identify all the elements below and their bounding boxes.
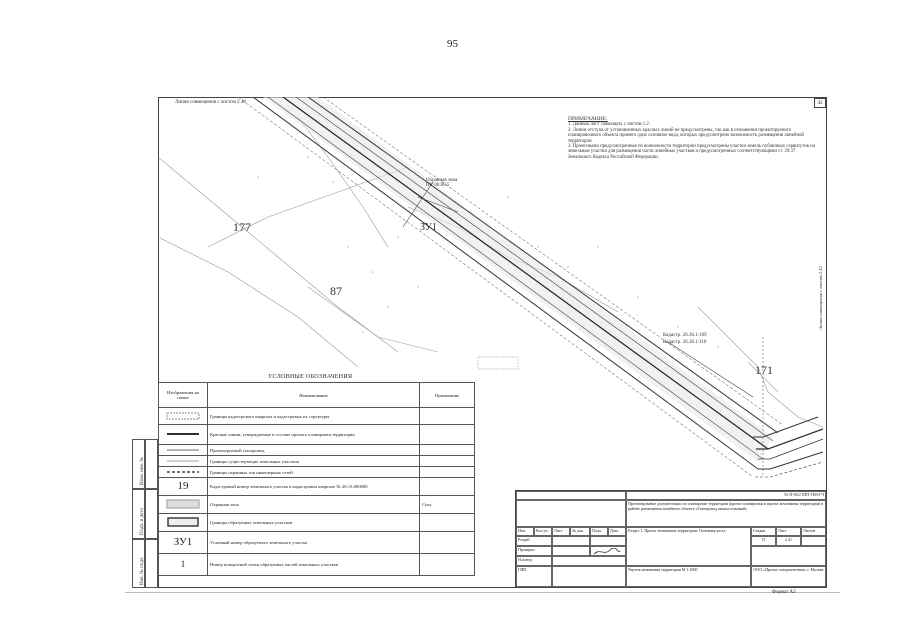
stamp-stage: П bbox=[751, 536, 776, 546]
small-parcel bbox=[478, 357, 518, 369]
side-col bbox=[145, 539, 158, 588]
legend-symbol-red-lines bbox=[159, 425, 208, 445]
right-edge-caption: Линия совмещения с листом 2.42 bbox=[818, 266, 823, 330]
stamp-person: ГИП bbox=[516, 566, 552, 587]
stamp-role: Лист bbox=[552, 527, 570, 536]
legend-row-name: Проектируемый газопровод bbox=[208, 445, 420, 456]
stamp-stage-label: Стадия bbox=[751, 527, 776, 536]
corner-sheet-number: 43 bbox=[814, 98, 826, 108]
legend-symbol-pipeline bbox=[159, 445, 208, 456]
side-col bbox=[145, 439, 158, 489]
stamp-cell bbox=[552, 566, 626, 587]
legend-table bbox=[158, 382, 475, 576]
top-left-caption: Линия совмещения с листом 2.38 bbox=[175, 100, 246, 105]
title-block bbox=[515, 490, 827, 588]
notes-block bbox=[568, 117, 818, 160]
stamp-cell bbox=[516, 491, 626, 500]
stamp-cell bbox=[552, 536, 590, 546]
legend-header-symbol: Изображения на плане bbox=[159, 383, 208, 408]
stamp-role: Дата bbox=[608, 527, 626, 536]
stamp-cell bbox=[590, 536, 626, 546]
legend-row-note bbox=[420, 425, 475, 445]
legend-row-name: Охранная зона bbox=[208, 496, 420, 514]
legend-row-name: Границы существующих земельных участков bbox=[208, 456, 420, 467]
legend-row-note bbox=[420, 532, 475, 554]
legend-symbol-quarter-border bbox=[159, 408, 208, 425]
stamp-cell bbox=[516, 500, 626, 527]
side-label-replace: Взам. инв. № bbox=[140, 456, 145, 485]
stamp-person: Разраб. bbox=[516, 536, 552, 546]
legend-row-name: Кадастровый номер земельного участка в кадастровом квартале № 26:13:000000 bbox=[208, 478, 420, 496]
zu1-map-label: ЗУ1 bbox=[420, 222, 437, 233]
legend-row-name: Границы кадастрового квартала и кадастровых их структуры bbox=[208, 408, 420, 425]
legend-symbol-protection-zone bbox=[159, 496, 208, 514]
legend-row-note bbox=[420, 478, 475, 496]
signature-mark bbox=[590, 546, 626, 556]
legend-symbol-protection-border bbox=[159, 467, 208, 478]
stamp-cell bbox=[552, 546, 590, 556]
stamp-cell bbox=[751, 546, 826, 566]
parcel-label-87: 87 bbox=[330, 284, 342, 298]
stamp-organization: ООО «Проект совершенствия» г. Москва bbox=[751, 566, 826, 587]
stamp-cell bbox=[801, 536, 826, 546]
stamp-sheet-number: 2.41 bbox=[776, 536, 801, 546]
legend-row-name: Номер поворотной точки образуемых частей земельных участков bbox=[208, 554, 420, 576]
legend-row-note bbox=[420, 467, 475, 478]
stamp-person: Проверил bbox=[516, 546, 552, 556]
legend-row-note bbox=[420, 554, 475, 576]
legend-symbol-zu1: ЗУ1 bbox=[159, 532, 208, 554]
left-side-stamp bbox=[132, 439, 158, 588]
callout-cadastral-2: Кадастр. 26.36.1:110 bbox=[663, 340, 707, 345]
note-item: 3. Проектными предусмотренные по возможности территории предусмотрены участки земель публичных сервитутов на земельные участки для размещения части линейных участков и предусмотренных соответствующими ст. 39.37 Земельного Кодекса Российской Федерации. bbox=[568, 144, 815, 160]
callout-protection-zone: Охранная зона ПУ 00.00.5 bbox=[426, 178, 458, 188]
stamp-doc-code: 95 П-00/2 ППТ-ПМ-ГЧ bbox=[626, 491, 826, 500]
note-item: 2. Линии отступа от установленных красных линий не предусмотрены, так как в отношении проектируемого планировочного объекта принято одно основное вида, которых предусмотрено возможность размещения линейной территории. bbox=[568, 127, 804, 144]
legend bbox=[158, 374, 475, 588]
parcel-label-171: 171 bbox=[755, 363, 773, 377]
format-label: Формат А3 bbox=[772, 590, 796, 595]
stamp-sheets-label: Листов bbox=[801, 527, 826, 536]
legend-row-name: Границы охранных зон инженерных сетей bbox=[208, 467, 420, 478]
legend-row-note bbox=[420, 445, 475, 456]
legend-header-note: Примечание bbox=[420, 383, 475, 408]
legend-row-note bbox=[420, 456, 475, 467]
stamp-description: Проектирование документации по планировке территории (проект планировки и проект межевания территории) в районе размещения линейного объекта «Газопровод межпоселковый» bbox=[626, 500, 826, 527]
legend-row-name: Красные линии, утверждаемые в составе проекта планировки территории bbox=[208, 425, 420, 445]
legend-header-name: Наименование bbox=[208, 383, 420, 408]
notes-title: ПРИМЕЧАНИЕ: bbox=[568, 116, 608, 122]
callout-cadastral-1: Кадастр. 26.36.1:109 bbox=[663, 333, 707, 338]
stamp-drawing-title: Чертеж межевания территории М 1:2000 bbox=[626, 566, 751, 587]
side-label-inventory: Инв. № подл. bbox=[140, 556, 145, 585]
stamp-sheet-title: Раздел 1. Проект межевания территории. Основная часть bbox=[626, 527, 751, 566]
legend-symbol-existing-parcels bbox=[159, 456, 208, 467]
stamp-person: Н.контр. bbox=[516, 556, 552, 566]
stamp-role: № док. bbox=[570, 527, 590, 536]
stamp-role: Кол.уч. bbox=[534, 527, 552, 536]
page-bottom-rule bbox=[125, 592, 840, 593]
legend-row-note bbox=[420, 514, 475, 532]
parcel-label-177: 177 bbox=[233, 220, 251, 234]
legend-row-name: Границы образуемых земельных участков bbox=[208, 514, 420, 532]
legend-title: УСЛОВНЫЕ ОБОЗНАЧЕНИЯ bbox=[268, 374, 353, 380]
side-col bbox=[145, 489, 158, 539]
stamp-sheet-label: Лист bbox=[776, 527, 801, 536]
stamp-role: Подп. bbox=[590, 527, 608, 536]
legend-symbol-cadastral-number: 19 bbox=[159, 478, 208, 496]
legend-symbol-turn-point: 1 bbox=[159, 554, 208, 576]
legend-row-name: Условный номер образуемого земельного участка bbox=[208, 532, 420, 554]
legend-row-note: Сущ. bbox=[420, 496, 475, 514]
side-label-sign: Подп. и дата bbox=[140, 508, 145, 535]
page-number: 95 bbox=[447, 38, 458, 50]
stamp-role: Изм. bbox=[516, 527, 534, 536]
legend-row-note bbox=[420, 408, 475, 425]
legend-symbol-new-parcels bbox=[159, 514, 208, 532]
note-item: 1. Данный лист совмещать с листом 1.2. bbox=[568, 122, 650, 128]
stamp-cell bbox=[552, 556, 626, 566]
